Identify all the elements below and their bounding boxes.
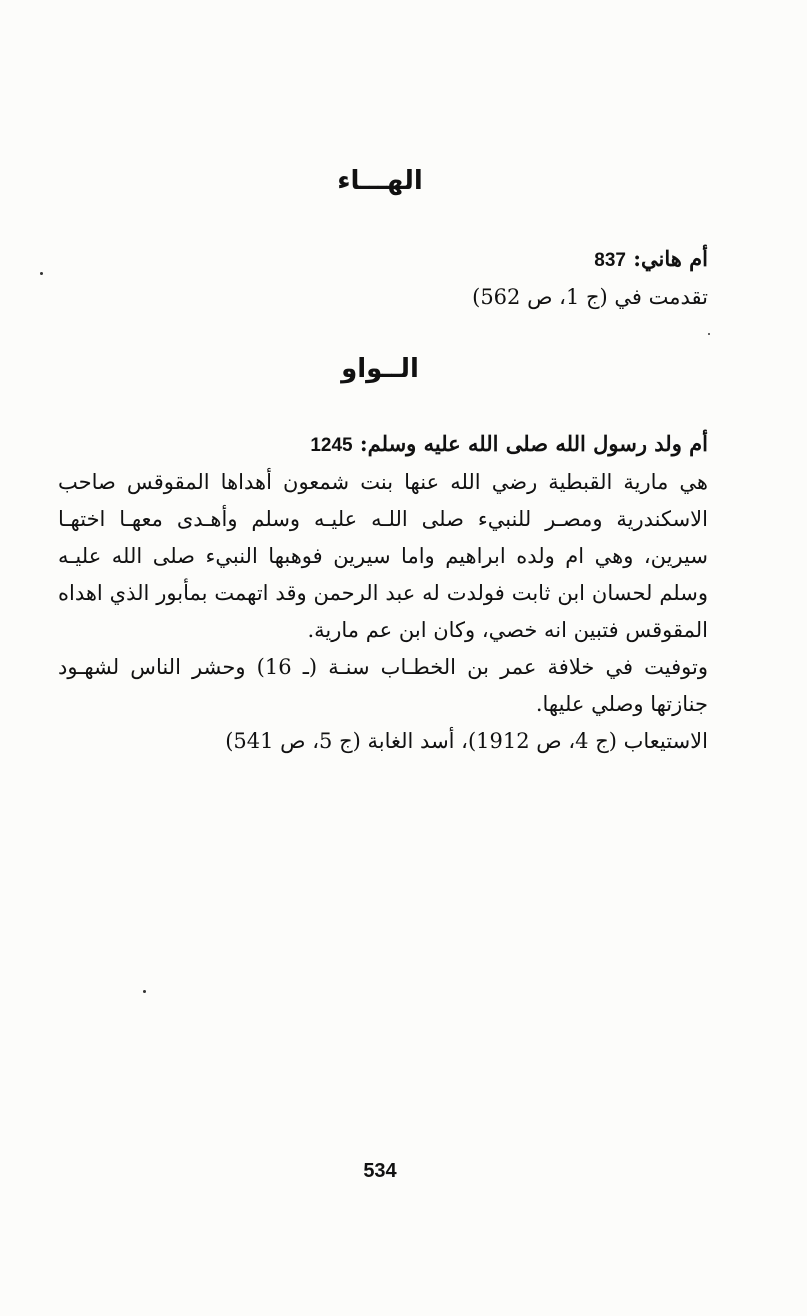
scan-speck	[708, 333, 710, 335]
entry-reference: تقدمت في (ج 1، ص 562)	[472, 285, 708, 309]
entry-paragraph: وتوفيت في خلافة عمر بن الخطـاب سنـة (ـ 16) وحشر الناس لشهـود جنازتها وصلي عليها.	[58, 655, 708, 716]
scan-speck	[40, 272, 43, 275]
entry-paragraph: هي مارية القبطية رضي الله عنها بنت شمعون أهداها المقوقس صاحب الاسكندرية ومصـر للنبيء صلى اللـه عليـه وسلم وأهـدى معهـا اختهـا سيرين، وهي ام ولده ابراهيم واما سيرين فوهبها النبيء صلى الله عليـه وسلم لحسان ابن ثابت فولدت له عبد الرحمن وقد اتهمت بمأبور الذي اهداه المقوقس فتبين انه خصي، وكان ابن عم مارية.	[58, 470, 708, 642]
entry-title-text: أم ولد رسول الله صلى الله عليه وسلم:	[359, 431, 708, 456]
entry-title	[58, 240, 708, 279]
scan-speck	[143, 990, 146, 993]
entry-number: 1245	[310, 435, 353, 456]
entry-umm-walad	[58, 425, 708, 760]
section-heading-ha: الهـــاء	[337, 166, 423, 196]
entry-title	[58, 425, 708, 464]
entry-umm-hani	[58, 240, 708, 316]
entry-sources: الاستيعاب (ج 4، ص 1912)، أسد الغابة (ج 5، ص 541)	[225, 729, 708, 753]
page-number: 534	[363, 1160, 397, 1182]
entry-title-text: أم هاني:	[633, 246, 708, 271]
entry-number: 837	[594, 250, 626, 271]
section-heading-waw: الــواو	[341, 354, 419, 384]
